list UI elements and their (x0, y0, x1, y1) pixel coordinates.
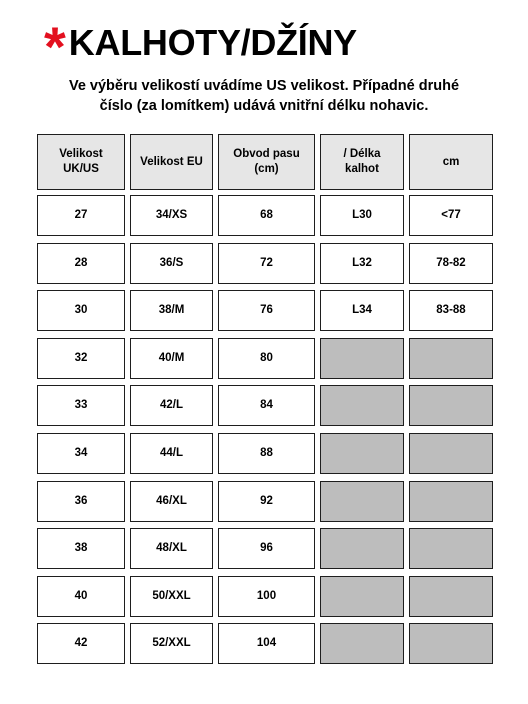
table-cell-length: L32 (320, 243, 404, 284)
empty-cell (320, 576, 404, 617)
table-cell-eu: 42/L (130, 385, 213, 426)
size-note-line-1: Ve výběru velikostí uvádíme US velikost. Případné druhé (68, 78, 460, 94)
empty-cell (320, 433, 404, 474)
table-cell-waist: 76 (218, 290, 315, 331)
table-cell-cm: 78-82 (409, 243, 493, 284)
size-note-line-2: číslo (za lomítkem) udává vnitřní délku nohavic. (99, 98, 429, 114)
table-cell-eu: 46/XL (130, 481, 213, 522)
table-cell-eu: 40/M (130, 338, 213, 379)
table-cell-eu: 38/M (130, 290, 213, 331)
column-header-eu: Velikost EU (130, 134, 213, 190)
table-cell-waist: 96 (218, 528, 315, 569)
empty-cell (409, 623, 493, 664)
table-cell-eu: 50/XXL (130, 576, 213, 617)
table-cell-cm: <77 (409, 195, 493, 236)
empty-cell (320, 528, 404, 569)
empty-cell (409, 433, 493, 474)
empty-cell (320, 338, 404, 379)
table-cell-uk-us: 38 (37, 528, 125, 569)
table-cell-uk-us: 33 (37, 385, 125, 426)
table-cell-cm: 83-88 (409, 290, 493, 331)
table-cell-waist: 84 (218, 385, 315, 426)
table-cell-uk-us: 34 (37, 433, 125, 474)
table-cell-waist: 68 (218, 195, 315, 236)
column-header-uk-us: Velikost UK/US (37, 134, 125, 190)
table-cell-uk-us: 30 (37, 290, 125, 331)
table-cell-uk-us: 40 (37, 576, 125, 617)
empty-cell (409, 576, 493, 617)
empty-cell (409, 481, 493, 522)
table-cell-eu: 34/XS (130, 195, 213, 236)
table-cell-waist: 104 (218, 623, 315, 664)
table-cell-waist: 100 (218, 576, 315, 617)
empty-cell (320, 623, 404, 664)
table-cell-uk-us: 32 (37, 338, 125, 379)
table-cell-waist: 72 (218, 243, 315, 284)
table-cell-length: L34 (320, 290, 404, 331)
table-cell-uk-us: 27 (37, 195, 125, 236)
table-cell-waist: 80 (218, 338, 315, 379)
empty-cell (320, 481, 404, 522)
column-header-length: / Délka kalhot (320, 134, 404, 190)
table-cell-waist: 92 (218, 481, 315, 522)
column-header-waist: Obvod pasu (cm) (218, 134, 315, 190)
empty-cell (409, 385, 493, 426)
table-cell-waist: 88 (218, 433, 315, 474)
table-cell-uk-us: 42 (37, 623, 125, 664)
size-note (20, 76, 508, 116)
table-cell-uk-us: 28 (37, 243, 125, 284)
table-cell-eu: 44/L (130, 433, 213, 474)
table-cell-eu: 36/S (130, 243, 213, 284)
page-title: KALHOTY/DŽÍNY (68, 22, 357, 63)
empty-cell (320, 385, 404, 426)
table-cell-uk-us: 36 (37, 481, 125, 522)
page-header (44, 15, 357, 78)
asterisk-mark: * (44, 15, 66, 78)
empty-cell (409, 338, 493, 379)
table-cell-eu: 48/XL (130, 528, 213, 569)
table-cell-eu: 52/XXL (130, 623, 213, 664)
column-header-cm: cm (409, 134, 493, 190)
table-cell-length: L30 (320, 195, 404, 236)
empty-cell (409, 528, 493, 569)
